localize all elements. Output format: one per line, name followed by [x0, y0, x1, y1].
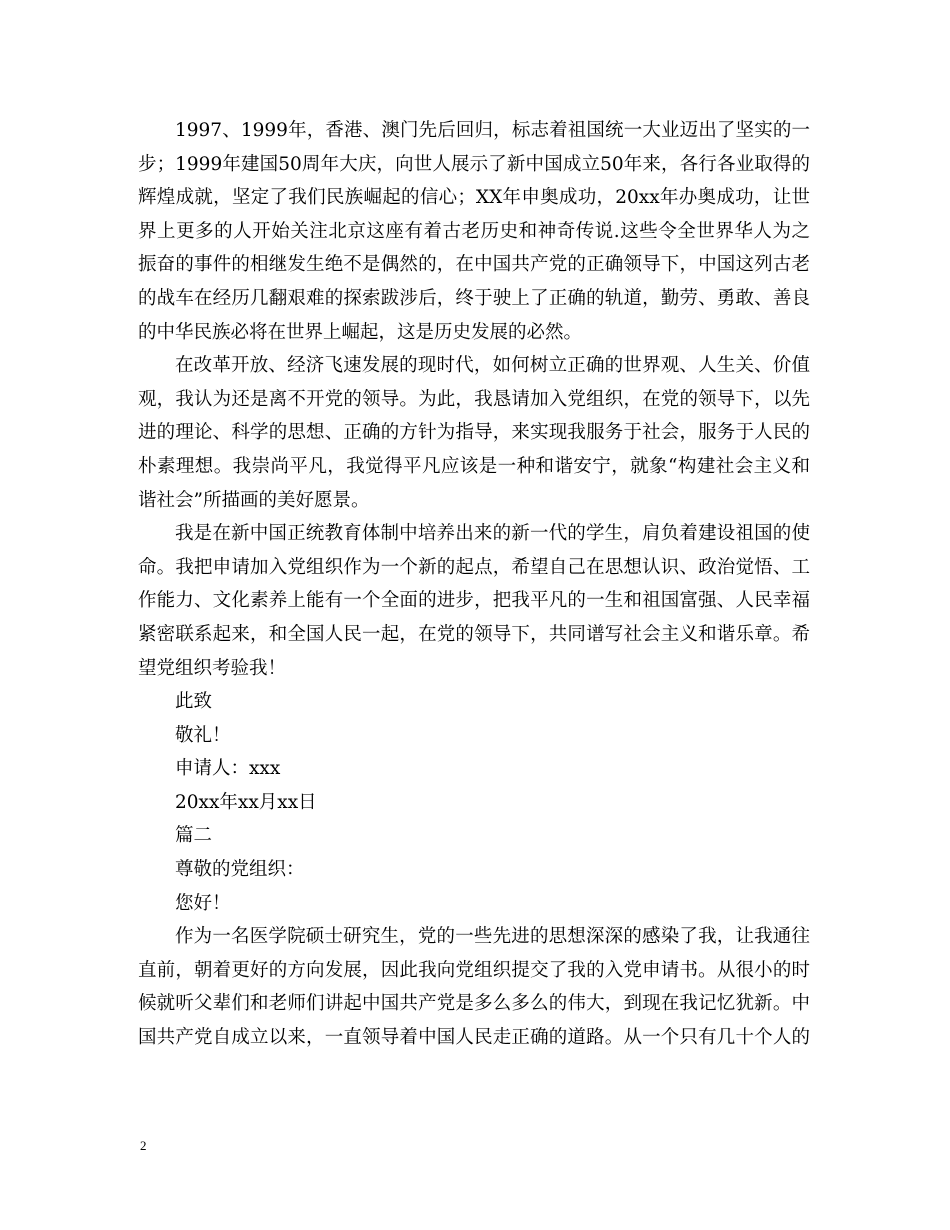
text-line: 进的理论、科学的思想、正确的方针为指导，来实现我服务于社会，服务于人民的 — [138, 422, 810, 444]
text-line: 步；1999年建国50周年大庆，向世人展示了新中国成立50年来，各行各业取得的 — [138, 153, 810, 175]
text-line: 作能力、文化素养上能有一个全面的进步，把我平凡的一生和祖国富强、人民幸福 — [138, 590, 810, 612]
text-line: 紧密联系起来，和全国人民一起，在党的领导下，共同谱写社会主义和谐乐章。希 — [138, 623, 810, 645]
text-line: 直前，朝着更好的方向发展，因此我向党组织提交了我的入党申请书。从很小的时 — [138, 959, 810, 981]
text-line: 命。我把申请加入党组织作为一个新的起点，希望自己在思想认识、政治觉悟、工 — [138, 556, 810, 578]
text-line: 界上更多的人开始关注北京这座有着古老历史和神奇传说.这些令全世界华人为之 — [138, 220, 810, 242]
closing-regards: 敬礼！ — [175, 724, 231, 746]
text-line: 作为一名医学院硕士研究生，党的一些先进的思想深深的感染了我，让我通往 — [175, 926, 810, 948]
document-body — [138, 114, 810, 1055]
text-line: 在改革开放、经济飞速发展的现时代，如何树立正确的世界观、人生关、价值 — [175, 355, 810, 377]
text-line: 我是在新中国正统教育体制中培养出来的新一代的学生，肩负着建设祖国的使 — [175, 523, 810, 545]
closing-salutation: 此致 — [175, 691, 213, 713]
text-line: 朴素理想。我崇尚平凡，我觉得平凡应该是一种和谐安宁，就象“构建社会主义和 — [138, 455, 810, 477]
text-line: 国共产党自成立以来，一直领导着中国人民走正确的道路。从一个只有几十个人的 — [138, 1027, 810, 1049]
text-line: 望党组织考验我！ — [138, 657, 287, 679]
section-heading: 篇二 — [175, 825, 213, 847]
greeting-line: 尊敬的党组织： — [175, 859, 305, 881]
text-line: 1997、1999年，香港、澳门先后回归，标志着祖国统一大业迈出了坚实的一 — [175, 120, 810, 141]
text-line: 振奋的事件的相继发生绝不是偶然的，在中国共产党的正确领导下，中国这列古老 — [138, 254, 810, 276]
text-line: 的战车在经历几翻艰难的探索跋涉后，终于驶上了正确的轨道，勤劳、勇敢、善良 — [138, 287, 810, 309]
greeting-line: 您好！ — [175, 892, 231, 914]
text-line: 辉煌成就，坚定了我们民族崛起的信心；XX年申奥成功，20xx年办奥成功，让世 — [138, 187, 810, 209]
date-line: 20xx年xx月xx日 — [175, 791, 317, 813]
text-line: 谐社会”所描画的美好愿景。 — [138, 489, 370, 511]
text-line: 候就听父辈们和老师们讲起中国共产党是多么多么的伟大，到现在我记忆犹新。中 — [138, 993, 810, 1015]
page-number: 2 — [140, 1138, 147, 1153]
text-line: 的中华民族必将在世界上崛起，这是历史发展的必然。 — [138, 321, 583, 343]
text-line: 观，我认为还是离不开党的领导。为此，我恳请加入党组织，在党的领导下，以先 — [138, 388, 810, 410]
applicant-name: 申请人：xxx — [175, 758, 281, 780]
